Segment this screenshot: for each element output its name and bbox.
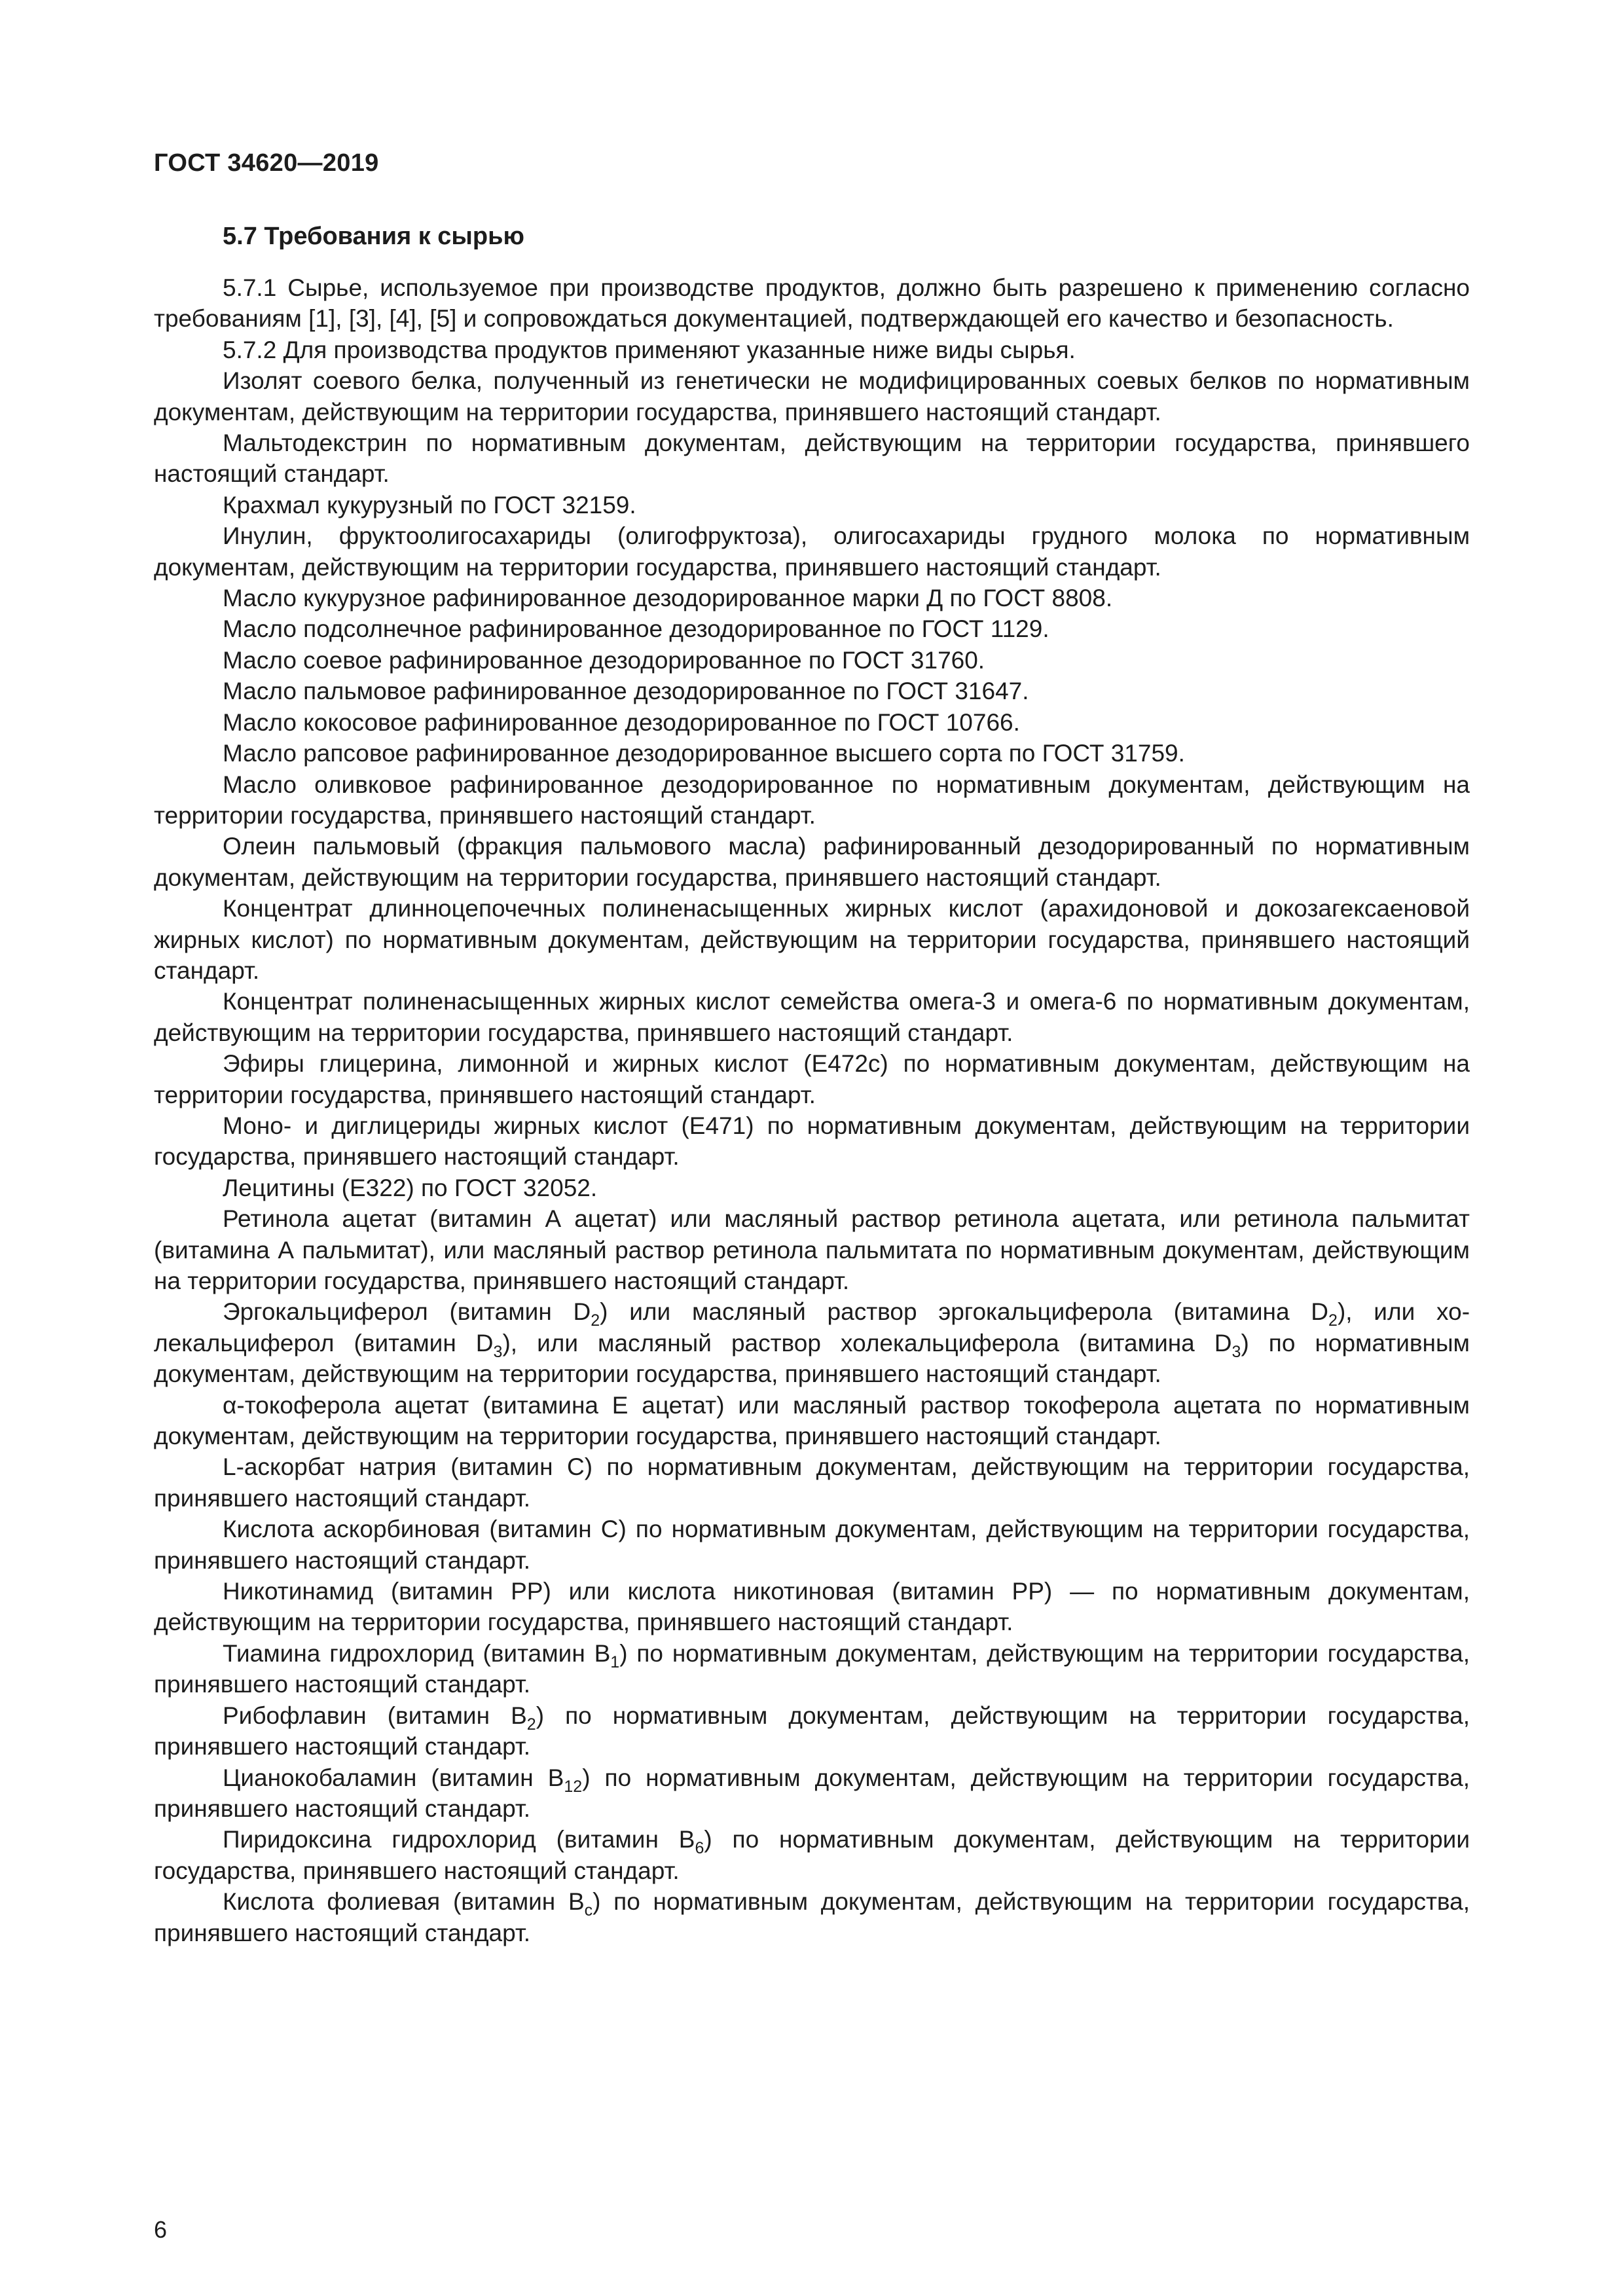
paragraph [154, 1638, 1470, 1700]
paragraph: Кислота аскорбиновая (витамин С) по нормативным документам, действующим на территории государства, принявшего настоящий стандарт. [154, 1516, 1470, 1574]
paragraph: Концентрат полиненасыщенных жирных кислот семейства омега-3 и омега-6 по нормативным документам, действующим на территории государства, принявшего настоящий стандарт. [154, 988, 1470, 1046]
paragraph: 5.7.1 Сырье, используемое при производстве продуктов, должно быть разрешено к применению согласно требованиям [1], [3], [4], [5] и сопровождаться документацией, подтверждающей его качество и безопасность. [154, 274, 1470, 333]
paragraph: Масло оливковое рафинированное дезодорированное по нормативным документам, действующим на территории государства, принявшего настоящий стандарт. [154, 771, 1470, 829]
paragraph: Масло подсолнечное рафинированное дезодорированное по ГОСТ 1129. [223, 615, 1049, 643]
paragraph: Ретинола ацетат (витамин А ацетат) или масляный раствор ретинола ацетата, или ретинола пальмитат (витамина А пальмитат), или масляный раствор ретинола пальмитата по нормативным документам, действующим на территории государства, принявшего настоящий стандарт. [154, 1205, 1470, 1294]
subscript: 3 [493, 1342, 503, 1361]
paragraph [154, 1886, 1470, 1948]
paragraph [154, 1296, 1470, 1389]
page-number: 6 [154, 2216, 168, 2243]
paragraph: Лецитины (Е322) по ГОСТ 32052. [223, 1174, 598, 1201]
paragraph [154, 1824, 1470, 1886]
subscript: 12 [564, 1777, 583, 1796]
paragraph-text: Цианокобаламин (витамин В [223, 1764, 564, 1791]
paragraph: Крахмал кукурузный по ГОСТ 32159. [223, 491, 636, 519]
paragraph: L-аскорбат натрия (витамин С) по нормативным документам, действующим на территории государства, принявшего настоящий стандарт. [154, 1453, 1470, 1512]
paragraph-text: Тиамина гидрохлорид (витамин В [223, 1639, 611, 1667]
paragraph: Масло рапсовое рафинированное дезодорированное высшего сорта по ГОСТ 31759. [223, 740, 1185, 767]
subscript: 2 [526, 1715, 536, 1734]
paragraph: 5.7.2 Для производства продуктов применяют указанные ниже виды сырья. [223, 336, 1076, 363]
paragraph [154, 1762, 1470, 1825]
paragraph-text: Эргокальциферол (витамин D [223, 1298, 591, 1326]
paragraph-text: ), или холекальциферол (витамин D [154, 1298, 1470, 1357]
document-body [154, 272, 1470, 1948]
subscript: c [584, 1901, 593, 1920]
paragraph-text: ) по нормативным документам, действующим на территории государства, принявшего настоящий стандарт. [154, 1639, 1470, 1698]
paragraph: α-токоферола ацетат (витамина Е ацетат) или масляный раствор токоферола ацетата по нормативным документам, действующим на территории государства, принявшего настоящий стандарт. [154, 1391, 1470, 1450]
paragraph: Инулин, фруктоолигосахариды (олигофруктоза), олигосахариды грудного молока по нормативным документам, действующим на территории государства, принявшего настоящий стандарт. [154, 522, 1470, 581]
subscript: 6 [695, 1839, 704, 1858]
document-header: ГОСТ 34620—2019 [154, 149, 379, 177]
paragraph: Изолят соевого белка, полученный из генетически не модифицированных соевых белков по нормативным документам, действующим на территории государства, принявшего настоящий стандарт. [154, 367, 1470, 426]
paragraph-text: ) или масляный раствор эргокальциферола (витамина D [600, 1298, 1329, 1326]
paragraph-text: Рибофлавин (витамин В [223, 1702, 527, 1729]
paragraph-text: Пиридоксина гидрохлорид (витамин В [223, 1826, 695, 1853]
paragraph: Масло кокосовое рафинированное дезодорированное по ГОСТ 10766. [223, 708, 1020, 736]
subscript: 3 [1231, 1342, 1241, 1361]
paragraph: Никотинамид (витамин РР) или кислота никотиновая (витамин РР) — по нормативным документам, действующим на территории государства, принявшего настоящий стандарт. [154, 1578, 1470, 1636]
section-title: 5.7 Требования к сырью [223, 223, 524, 250]
paragraph: Олеин пальмовый (фракция пальмового масла) рафинированный дезодорированный по нормативным документам, действующим на территории государства, принявшего настоящий стандарт. [154, 833, 1470, 891]
paragraph: Масло пальмовое рафинированное дезодорированное по ГОСТ 31647. [223, 678, 1029, 705]
paragraph-text: ) по нормативным документам, действующим на территории государства, принявшего настоящий стандарт. [154, 1826, 1470, 1884]
subscript: 2 [1328, 1311, 1338, 1330]
paragraph-text: ) по нормативным документам, действующим на территории государства, принявшего настоящий стандарт. [154, 1888, 1470, 1946]
paragraph-text: Кислота фолиевая (витамин В [223, 1888, 585, 1916]
paragraph: Эфиры глицерина, лимонной и жирных кислот (Е472с) по нормативным документам, действующим на территории государства, принявшего настоящий стандарт. [154, 1050, 1470, 1108]
paragraph: Мальтодекстрин по нормативным документам, действующим на территории государства, принявшего настоящий стандарт. [154, 429, 1470, 488]
paragraph-text: ), или масляный раствор холекальциферола (витамина D [502, 1329, 1232, 1357]
subscript: 1 [610, 1652, 620, 1671]
paragraph-text: ) по нормативным документам, действующим на территории государства, принявшего настоящий стандарт. [154, 1329, 1470, 1388]
paragraph: Масло кукурузное рафинированное дезодорированное марки Д по ГОСТ 8808. [223, 585, 1113, 612]
paragraph: Концентрат длинноцепочечных полиненасыщенных жирных кислот (арахидоновой и докозагексаеновой жирных кислот) по нормативным документам, действующим на территории государства, принявшего настоящий стандарт. [154, 895, 1470, 984]
paragraph-text: ) по нормативным документам, действующим на территории государства, принявшего настоящий стандарт. [154, 1702, 1470, 1760]
subscript: 2 [591, 1311, 600, 1330]
paragraph: Масло соевое рафинированное дезодорированное по ГОСТ 31760. [223, 646, 985, 674]
paragraph [154, 1700, 1470, 1762]
paragraph-text: ) по нормативным документам, действующим на территории государства, принявшего настоящий стандарт. [154, 1764, 1470, 1822]
paragraph: Моно- и диглицериды жирных кислот (Е471) по нормативным документам, действующим на территории государства, принявшего настоящий стандарт. [154, 1112, 1470, 1171]
